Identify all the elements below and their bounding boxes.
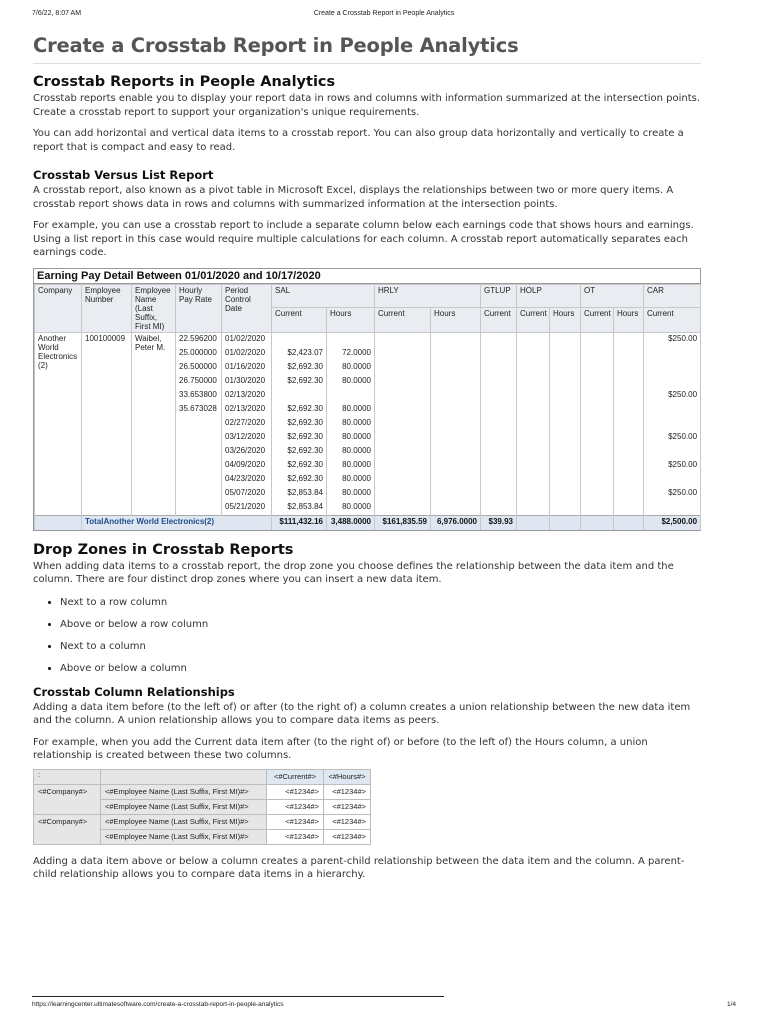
sub-header: Hours	[327, 307, 375, 332]
total-row	[35, 515, 701, 530]
sal-current-cell: $2,853.84	[272, 501, 327, 516]
table-cell	[35, 515, 82, 530]
table-cell	[614, 487, 644, 501]
pay-rate-cell: 33.653800	[176, 389, 222, 403]
table-cell	[431, 403, 481, 417]
period-date-cell: 04/23/2020	[222, 473, 272, 487]
col-header: Period Control Date	[222, 284, 272, 332]
table-cell	[581, 501, 614, 516]
sal-current-cell: $2,692.30	[272, 403, 327, 417]
table-cell	[431, 417, 481, 431]
table-cell	[550, 501, 581, 516]
table-cell	[550, 417, 581, 431]
table-cell	[517, 361, 550, 375]
sub-header: Hours	[550, 307, 581, 332]
period-date-cell: 02/13/2020	[222, 403, 272, 417]
table-cell	[481, 332, 517, 347]
table-cell	[581, 473, 614, 487]
crosstab-title: Earning Pay Detail Between 01/01/2020 and 10/17/2020	[34, 269, 700, 284]
sal-hours-cell	[327, 389, 375, 403]
print-title: Create a Crosstab Report in People Analytics	[313, 10, 455, 17]
sal-hours-cell: 80.0000	[327, 403, 375, 417]
row-header: <#Company#>	[34, 814, 101, 844]
sal-hours-cell: 80.0000	[327, 473, 375, 487]
table-cell	[550, 403, 581, 417]
page-title: Create a Crosstab Report in People Analytics	[33, 34, 701, 64]
table-cell: <#1234#>	[267, 784, 324, 799]
period-date-cell: 03/12/2020	[222, 431, 272, 445]
car-current-cell: $250.00	[644, 332, 701, 347]
pay-rate-cell	[176, 445, 222, 459]
table-cell	[581, 389, 614, 403]
car-current-cell: $250.00	[644, 389, 701, 403]
col-header: Hourly Pay Rate	[176, 284, 222, 332]
table-cell	[375, 403, 431, 417]
table-cell	[431, 501, 481, 516]
period-date-cell: 01/02/2020	[222, 332, 272, 347]
table-cell	[614, 403, 644, 417]
paragraph: A crosstab report, also known as a pivot table in Microsoft Excel, displays the relationships between two or more query items. A crosstab report shows data in rows and columns with summarized information at the intersection points.	[33, 185, 674, 210]
table-cell	[431, 347, 481, 361]
table-cell	[375, 389, 431, 403]
pay-rate-cell	[176, 487, 222, 501]
list-item: • Above or below a row column	[60, 619, 701, 630]
earning-pay-crosstab	[33, 268, 701, 531]
table-cell	[614, 431, 644, 445]
sal-current-cell: $2,853.84	[272, 487, 327, 501]
sub-header: Current	[581, 307, 614, 332]
paragraph: When adding data items to a crosstab report, the drop zone you choose defines the relationship between the data item and the column. There are four distinct drop zones where you can insert a new data item.	[33, 560, 674, 585]
sal-hours-cell: 80.0000	[327, 501, 375, 516]
table-cell	[481, 473, 517, 487]
paragraph: You can add horizontal and vertical data items to a crosstab report. You can also group data horizontally and vertically to create a report that is compact and easy to read.	[33, 128, 684, 153]
table-cell	[375, 501, 431, 516]
table-cell	[614, 389, 644, 403]
period-date-cell: 01/16/2020	[222, 361, 272, 375]
table-cell	[375, 431, 431, 445]
table-cell	[517, 501, 550, 516]
list-item: • Next to a column	[60, 641, 701, 652]
table-cell	[581, 347, 614, 361]
pay-rate-cell: 26.750000	[176, 375, 222, 389]
total-sal-hours: 3,488.0000	[327, 515, 375, 530]
table-cell	[431, 361, 481, 375]
total-sal-current: $111,432.16	[272, 515, 327, 530]
table-cell	[431, 459, 481, 473]
crosstab-body	[35, 332, 701, 530]
paragraph: Adding a data item above or below a column creates a parent-child relationship between the data item and the column. A parent-child relationship allows you to compare data items in a hierarchy.	[33, 855, 685, 880]
table-cell	[431, 473, 481, 487]
period-date-cell: 03/26/2020	[222, 445, 272, 459]
sub-header: Current	[517, 307, 550, 332]
table-cell	[481, 389, 517, 403]
total-car-current: $2,500.00	[644, 515, 701, 530]
table-cell: <#1234#>	[324, 784, 371, 799]
list-item: • Above or below a column	[60, 663, 701, 674]
table-cell	[481, 501, 517, 516]
drop-zone-list	[33, 597, 701, 674]
car-current-cell	[644, 473, 701, 487]
col-header: OT	[581, 284, 644, 307]
total-hrly-current: $161,835.59	[375, 515, 431, 530]
table-cell	[517, 515, 550, 530]
sal-current-cell: $2,692.30	[272, 361, 327, 375]
sub-header: Current	[644, 307, 701, 332]
table-row	[34, 769, 371, 784]
table-cell	[517, 375, 550, 389]
table-cell	[431, 487, 481, 501]
table-cell	[375, 487, 431, 501]
table-cell	[375, 347, 431, 361]
sub-header: Current	[272, 307, 327, 332]
sal-hours-cell: 80.0000	[327, 487, 375, 501]
period-date-cell: 01/02/2020	[222, 347, 272, 361]
table-cell	[481, 445, 517, 459]
col-header: <#Hours#>	[324, 769, 371, 784]
table-cell	[581, 515, 614, 530]
table-cell	[550, 487, 581, 501]
table-cell	[101, 769, 267, 784]
total-hrly-hours: 6,976.0000	[431, 515, 481, 530]
table-cell	[550, 389, 581, 403]
row-header: <#Employee Name (Last Suffix, First MI)#>	[101, 814, 267, 829]
table-cell: <#1234#>	[324, 829, 371, 844]
total-label: TotalAnother World Electronics(2)	[82, 515, 272, 530]
period-date-cell: 05/21/2020	[222, 501, 272, 516]
table-cell: <#1234#>	[267, 799, 324, 814]
table-cell	[517, 459, 550, 473]
table-cell	[517, 445, 550, 459]
table-cell	[517, 403, 550, 417]
car-current-cell	[644, 445, 701, 459]
table-cell	[581, 332, 614, 347]
period-date-cell: 05/07/2020	[222, 487, 272, 501]
pay-rate-cell: 26.500000	[176, 361, 222, 375]
company-cell: Another World Electronics (2)	[35, 332, 82, 515]
car-current-cell	[644, 501, 701, 516]
sal-hours-cell: 72.0000	[327, 347, 375, 361]
table-cell	[550, 431, 581, 445]
pay-rate-cell	[176, 473, 222, 487]
sal-current-cell: $2,692.30	[272, 431, 327, 445]
row-header: <#Employee Name (Last Suffix, First MI)#>	[101, 829, 267, 844]
car-current-cell: $250.00	[644, 431, 701, 445]
sal-hours-cell: 80.0000	[327, 431, 375, 445]
table-cell	[481, 361, 517, 375]
table-cell	[481, 417, 517, 431]
table-cell	[481, 375, 517, 389]
pay-rate-cell	[176, 431, 222, 445]
period-date-cell: 01/30/2020	[222, 375, 272, 389]
list-item: • Next to a row column	[60, 597, 701, 608]
sal-hours-cell: 80.0000	[327, 361, 375, 375]
table-cell: <#1234#>	[267, 829, 324, 844]
table-cell	[375, 445, 431, 459]
section-heading-column-relationships: Crosstab Column Relationships	[33, 684, 235, 699]
table-cell	[581, 445, 614, 459]
table-cell	[431, 389, 481, 403]
pay-rate-cell	[176, 459, 222, 473]
table-cell	[517, 473, 550, 487]
col-header: HRLY	[375, 284, 481, 307]
col-header: HOLP	[517, 284, 581, 307]
table-cell	[581, 375, 614, 389]
col-header: SAL	[272, 284, 375, 307]
period-date-cell: 04/09/2020	[222, 459, 272, 473]
table-cell	[375, 473, 431, 487]
period-date-cell: 02/27/2020	[222, 417, 272, 431]
paragraph: Crosstab reports enable you to display your report data in rows and columns with information summarized at the intersection points. Create a crosstab report to support your organization's unique requirements.	[33, 93, 701, 118]
car-current-cell	[644, 417, 701, 431]
col-header: Employee Name (Last Suffix, First MI)	[132, 284, 176, 332]
col-header: GTLUP	[481, 284, 517, 307]
table-cell	[581, 459, 614, 473]
table-cell	[614, 375, 644, 389]
table-cell	[481, 487, 517, 501]
section-heading-drop-zones: Drop Zones in Crosstab Reports	[33, 541, 294, 558]
table-cell	[517, 417, 550, 431]
pay-rate-cell	[176, 417, 222, 431]
sub-header: Current	[375, 307, 431, 332]
table-cell	[614, 417, 644, 431]
row-header: <#Employee Name (Last Suffix, First MI)#>	[101, 784, 267, 799]
section-heading-crosstab-reports: Crosstab Reports in People Analytics	[33, 74, 336, 90]
table-cell	[614, 459, 644, 473]
footer-rule	[32, 996, 444, 997]
paragraph: Adding a data item before (to the left of) or after (to the right of) a column creates a union relationship between the new data item and the column. A union relationship allows you to compare data items as peers.	[33, 701, 691, 726]
sub-header: Hours	[614, 307, 644, 332]
table-cell	[581, 403, 614, 417]
table-cell: <#1234#>	[324, 799, 371, 814]
table-cell	[581, 417, 614, 431]
table-cell	[581, 361, 614, 375]
table-cell	[375, 459, 431, 473]
table-cell	[614, 473, 644, 487]
table-row	[34, 814, 371, 829]
section-heading-crosstab-vs-list: Crosstab Versus List Report	[33, 168, 214, 182]
employee-number-cell: 100100009	[82, 332, 132, 515]
table-cell	[550, 515, 581, 530]
sal-hours-cell: 80.0000	[327, 375, 375, 389]
table-cell	[614, 515, 644, 530]
table-cell	[614, 501, 644, 516]
union-example-table	[33, 769, 371, 845]
table-cell	[481, 459, 517, 473]
table-cell	[550, 332, 581, 347]
sal-current-cell: $2,692.30	[272, 375, 327, 389]
footer-url-link[interactable]: https://learningcenter.ultimatesoftware.com/create-a-crosstab-report-in-people-analytics	[32, 1001, 284, 1008]
page-number: 1/4	[726, 1001, 736, 1008]
sal-current-cell: $2,423.07	[272, 347, 327, 361]
table-cell	[614, 347, 644, 361]
sal-hours-cell: 80.0000	[327, 459, 375, 473]
pay-rate-cell: 35.673028	[176, 403, 222, 417]
table-cell	[481, 431, 517, 445]
row-header: <#Employee Name (Last Suffix, First MI)#>	[101, 799, 267, 814]
table-cell	[614, 445, 644, 459]
row-header: <#Company#>	[34, 784, 101, 814]
col-header: <#Current#>	[267, 769, 324, 784]
table-cell	[481, 403, 517, 417]
table-cell	[431, 375, 481, 389]
col-header: CAR	[644, 284, 701, 307]
table-cell: <#1234#>	[324, 814, 371, 829]
sub-header: Hours	[431, 307, 481, 332]
sub-header: Current	[481, 307, 517, 332]
car-current-cell	[644, 361, 701, 375]
table-cell	[550, 459, 581, 473]
sal-current-cell: $2,692.30	[272, 473, 327, 487]
table-cell	[431, 332, 481, 347]
table-cell	[550, 361, 581, 375]
pay-rate-cell	[176, 501, 222, 516]
table-cell	[375, 332, 431, 347]
car-current-cell: $250.00	[644, 487, 701, 501]
car-current-cell	[644, 375, 701, 389]
table-cell	[581, 487, 614, 501]
article	[33, 34, 701, 890]
paragraph: For example, you can use a crosstab report to include a separate column below each earnings code that shows hours and earnings. Using a list report in this case would require multiple calculations for each column. A crosstab report automatically separates each earnings code.	[33, 220, 694, 258]
sal-hours-cell	[327, 332, 375, 347]
sal-current-cell: $2,692.30	[272, 459, 327, 473]
pay-rate-cell: 25.000000	[176, 347, 222, 361]
employee-name-cell: Waibel, Peter M.	[132, 332, 176, 515]
table-cell	[375, 361, 431, 375]
table-cell	[581, 431, 614, 445]
table-cell	[375, 375, 431, 389]
sal-current-cell: $2,692.30	[272, 417, 327, 431]
table-cell	[550, 473, 581, 487]
table-cell	[517, 487, 550, 501]
table-cell	[375, 417, 431, 431]
period-date-cell: 02/13/2020	[222, 389, 272, 403]
table-cell: <#1234#>	[267, 814, 324, 829]
table-cell	[614, 332, 644, 347]
sal-current-cell: $2,692.30	[272, 445, 327, 459]
sal-current-cell	[272, 332, 327, 347]
table-cell	[550, 347, 581, 361]
print-datetime: 7/6/22, 8:07 AM	[32, 10, 82, 17]
table-cell	[431, 431, 481, 445]
crosstab-table	[34, 284, 701, 530]
table-row	[35, 332, 701, 347]
total-gtlup-current: $39.93	[481, 515, 517, 530]
table-cell	[550, 375, 581, 389]
table-cell	[431, 445, 481, 459]
car-current-cell	[644, 403, 701, 417]
sal-hours-cell: 80.0000	[327, 445, 375, 459]
col-header: Company	[35, 284, 82, 332]
crosstab-header-row	[35, 284, 701, 307]
sal-current-cell	[272, 389, 327, 403]
pay-rate-cell: 22.596200	[176, 332, 222, 347]
car-current-cell: $250.00	[644, 459, 701, 473]
table-cell	[517, 431, 550, 445]
table-cell	[614, 361, 644, 375]
paragraph: For example, when you add the Current data item after (to the right of) or before (to the left of) the Hours column, a union relationship is created between these two columns.	[33, 736, 648, 761]
car-current-cell	[644, 347, 701, 361]
table-cell	[481, 347, 517, 361]
table-cell	[517, 389, 550, 403]
table-cell	[550, 445, 581, 459]
table-cell	[517, 332, 550, 347]
table-row	[34, 784, 371, 799]
sal-hours-cell: 80.0000	[327, 417, 375, 431]
col-header: Employee Number	[82, 284, 132, 332]
table-cell	[517, 347, 550, 361]
corner-cell: :	[34, 769, 101, 784]
